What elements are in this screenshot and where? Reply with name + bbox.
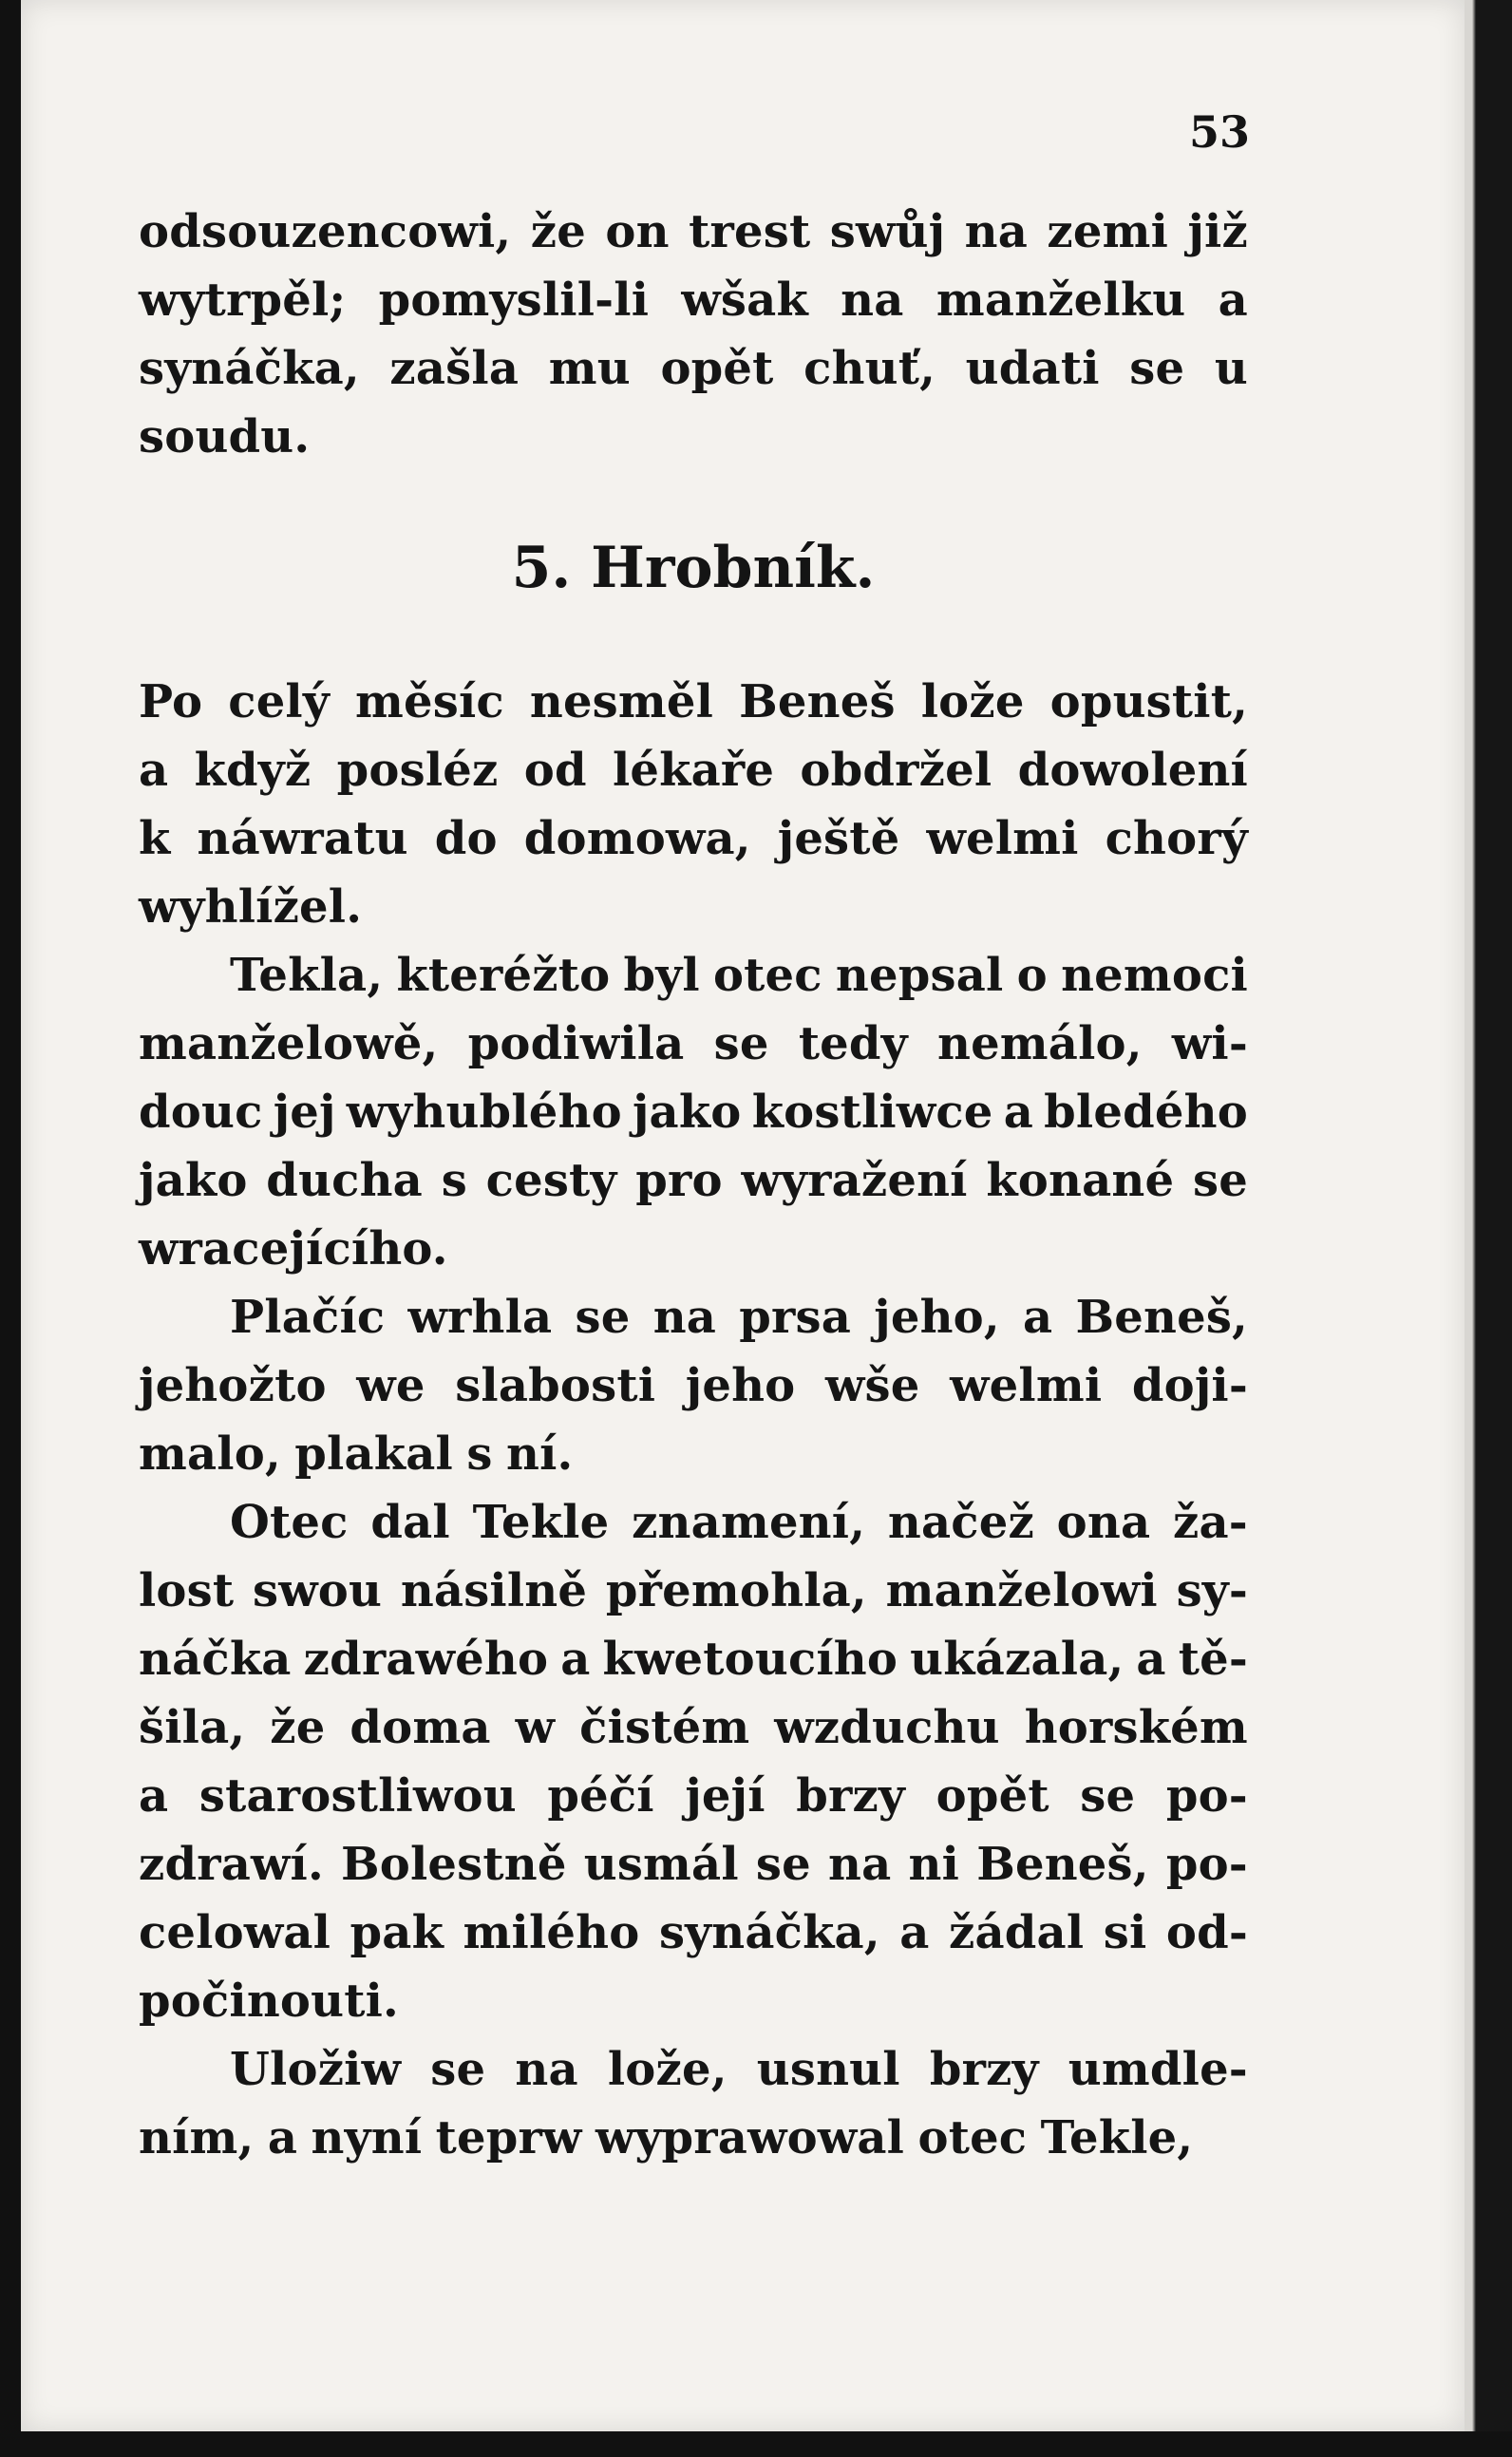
- text-line: Tekla, kteréžto byl otec nepsal o nemoci: [230, 949, 1248, 1002]
- text-line: a když posléz od lékaře obdržel dowolení: [139, 744, 1248, 797]
- text-line: jako ducha s cesty pro wyražení konané se: [139, 1154, 1248, 1207]
- text-block-chapter: [139, 668, 1248, 2172]
- text-line: synáčka, zašla mu opět chuť, udati se u: [139, 342, 1248, 395]
- text-line: Plačíc wrhla se na prsa jeho, a Beneš,: [230, 1291, 1248, 1344]
- text-line: manželowě, podiwila se tedy nemálo, wi-: [139, 1017, 1248, 1070]
- text-line: wracejícího.: [139, 1222, 448, 1276]
- text-line: wytrpěl; pomyslil-li wšak na manželku a: [139, 274, 1248, 327]
- text-line: počinouti.: [139, 1975, 399, 2028]
- text-line: jehožto we slabosti jeho wše welmi doji-: [139, 1359, 1248, 1412]
- text-line: a starostliwou péčí její brzy opět se po-: [139, 1769, 1248, 1823]
- text-line: wyhlížel.: [139, 880, 363, 934]
- text-line: Po celý měsíc nesměl Beneš lože opustit,: [139, 675, 1248, 728]
- text-line: zdrawí. Bolestně usmál se na ni Beneš, po-: [139, 1838, 1248, 1891]
- page-left-edge: [0, 0, 21, 2457]
- text-line: náčka zdrawého a kwetoucího ukázala, a tě-: [139, 1633, 1248, 1686]
- text-line: odsouzencowi, že on trest swůj na zemi již: [139, 205, 1248, 258]
- text-line: lost swou násilně přemohla, manželowi sy-: [139, 1564, 1248, 1617]
- text-line: malo, plakal s ní.: [139, 1427, 574, 1481]
- page-right-edge: [1465, 0, 1512, 2457]
- page-number: 53: [1188, 106, 1250, 158]
- text-block-continuation: [139, 198, 1248, 471]
- text-line: Uložiw se na lože, usnul brzy umdle-: [230, 2043, 1248, 2096]
- chapter-heading: 5. Hrobník.: [511, 535, 876, 601]
- text-line: Otec dal Tekle znamení, načež ona ža-: [230, 1496, 1248, 1549]
- text-line: ním, a nyní teprw wyprawowal otec Tekle,: [139, 2111, 1194, 2164]
- text-line: celowal pak milého synáčka, a žádal si od-: [139, 1906, 1248, 1959]
- page-bottom-edge: [0, 2431, 1512, 2457]
- text-line: douc jej wyhublého jako kostliwce a bledého: [139, 1086, 1248, 1139]
- text-line: k náwratu do domowa, ještě welmi chorý: [139, 812, 1248, 865]
- text-line: šila, že doma w čistém wzduchu horském: [139, 1701, 1248, 1754]
- text-line: soudu.: [139, 410, 311, 463]
